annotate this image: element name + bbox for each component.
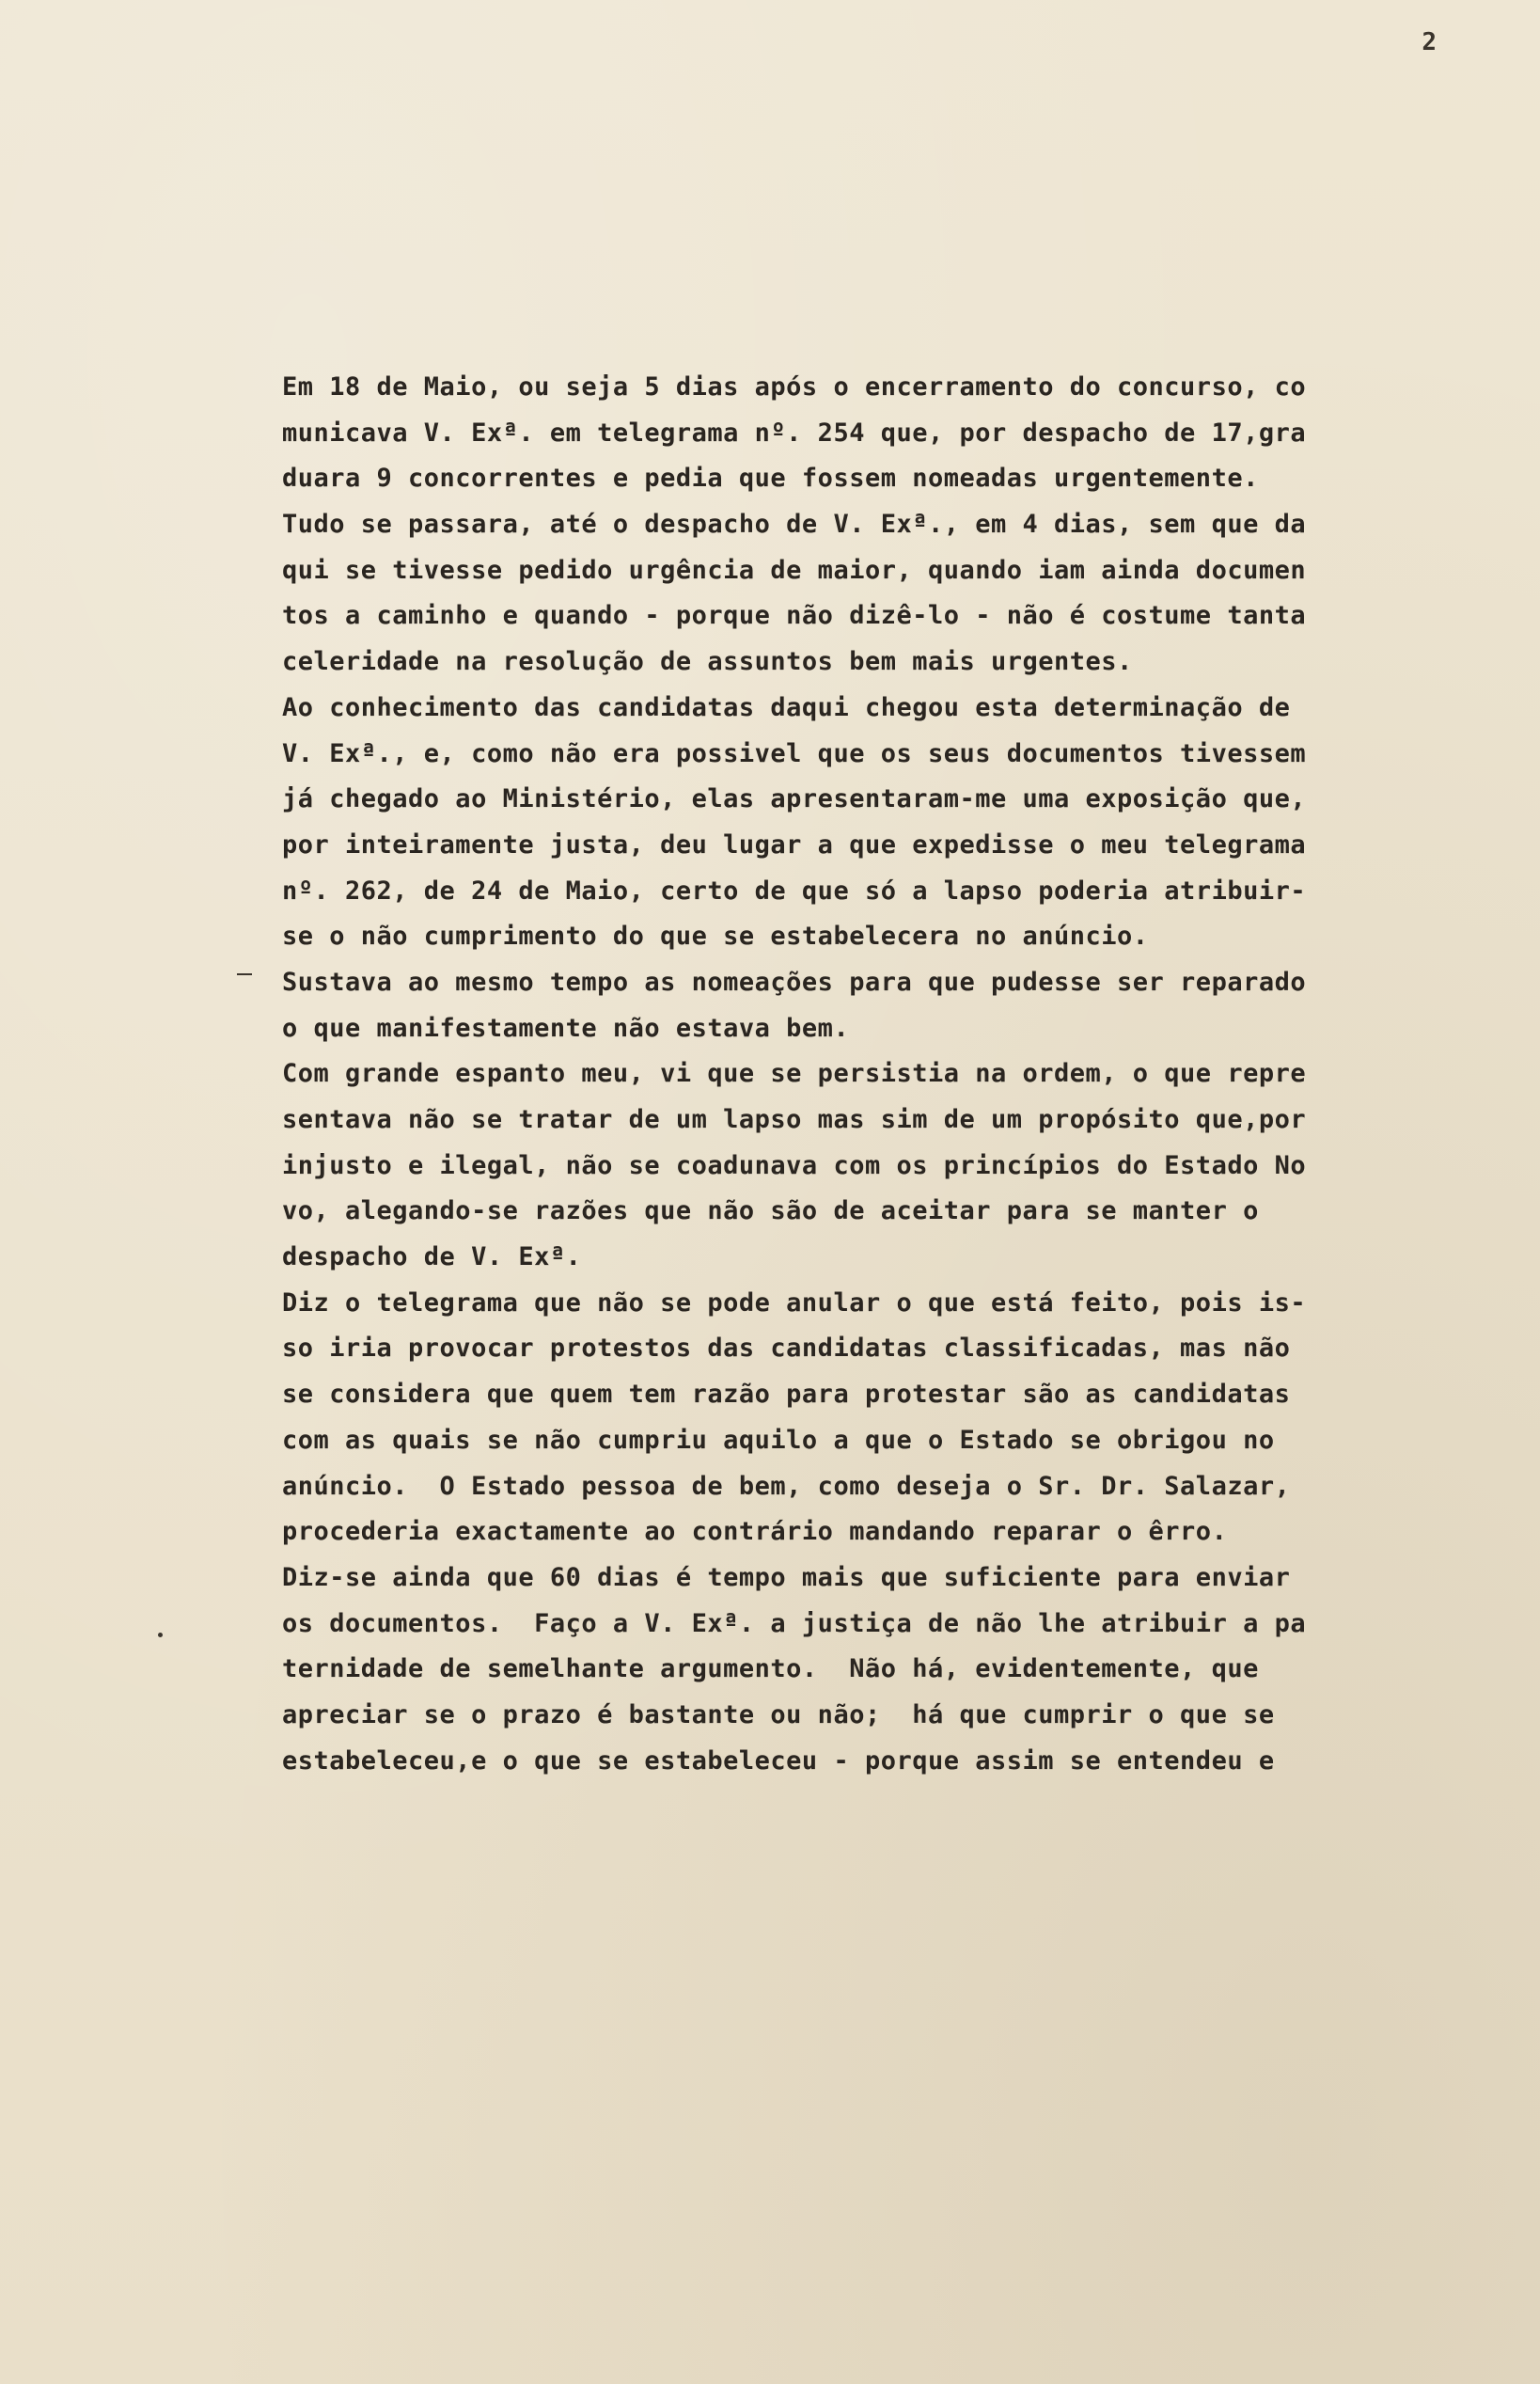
text-line: injusto e ilegal, não se coadunava com os princípios do Estado No [282, 1150, 1307, 1180]
letter-body [282, 365, 1523, 1784]
text-line: celeridade na resolução de assuntos bem mais urgentes. [282, 647, 1133, 677]
text-line: Diz-se ainda que 60 dias é tempo mais que suficiente para enviar [282, 1562, 1291, 1592]
text-line: sentava não se tratar de um lapso mas sim de um propósito que,por [282, 1105, 1307, 1134]
text-line: se considera que quem tem razão para protestar são as candidatas [282, 1380, 1291, 1410]
text-line: por inteiramente justa, deu lugar a que expedisse o meu telegrama [282, 829, 1307, 860]
text-line: V. Exª., e, como não era possivel que os seus documentos tivessem [282, 738, 1307, 768]
text-line: anúncio. O Estado pessoa de bem, como deseja o Sr. Dr. Salazar, [282, 1471, 1291, 1501]
text-line: Em 18 de Maio, ou seja 5 dias após o encerramento do concurso, co [282, 372, 1307, 402]
page-number: 2 [1422, 28, 1437, 56]
text-line: Diz o telegrama que não se pode anular o que está feito, pois is- [282, 1287, 1307, 1318]
text-line: duara 9 concorrentes e pedia que fossem nomeadas urgentemente. [282, 464, 1259, 494]
text-line: municava V. Exª. em telegrama nº. 254 que, por despacho de 17,gra [282, 418, 1307, 448]
text-line: so iria provocar protestos das candidatas classificadas, mas não [282, 1334, 1291, 1364]
text-line: Sustava ao mesmo tempo as nomeações para que pudesse ser reparado [282, 967, 1307, 997]
text-line: vo, alegando-se razões que não são de aceitar para se manter o [282, 1196, 1259, 1226]
text-line: estabeleceu,e o que se estabeleceu - porque assim se entendeu e [282, 1745, 1275, 1776]
ink-dot [158, 1633, 163, 1637]
text-line: Tudo se passara, até o despacho de V. Exª., em 4 dias, sem que da [282, 510, 1307, 540]
text-line: nº. 262, de 24 de Maio, certo de que só a lapso poderia atribuir- [282, 876, 1307, 906]
text-line: Ao conhecimento das candidatas daqui chegou esta determinação de [282, 692, 1291, 722]
text-line: os documentos. Faço a V. Exª. a justiça de não lhe atribuir a pa [282, 1608, 1307, 1638]
text-line: ternidade de semelhante argumento. Não há, evidentemente, que [282, 1654, 1259, 1684]
text-line: apreciar se o prazo é bastante ou não; há que cumprir o que se [282, 1699, 1275, 1729]
text-line: o que manifestamente não estava bem. [282, 1013, 850, 1043]
text-line: já chegado ao Ministério, elas apresentaram-me uma exposição que, [282, 784, 1307, 814]
margin-mark [237, 973, 252, 975]
text-line: procederia exactamente ao contrário mandando reparar o êrro. [282, 1517, 1228, 1547]
text-line: Com grande espanto meu, vi que se persistia na ordem, o que repre [282, 1059, 1307, 1089]
text-line: se o não cumprimento do que se estabelecera no anúncio. [282, 922, 1149, 952]
text-line: qui se tivesse pedido urgência de maior, quando iam ainda documen [282, 555, 1307, 585]
text-line: tos a caminho e quando - porque não dizê-lo - não é costume tanta [282, 601, 1307, 631]
text-line: com as quais se não cumpriu aquilo a que o Estado se obrigou no [282, 1425, 1275, 1455]
text-line: despacho de V. Exª. [282, 1242, 582, 1272]
